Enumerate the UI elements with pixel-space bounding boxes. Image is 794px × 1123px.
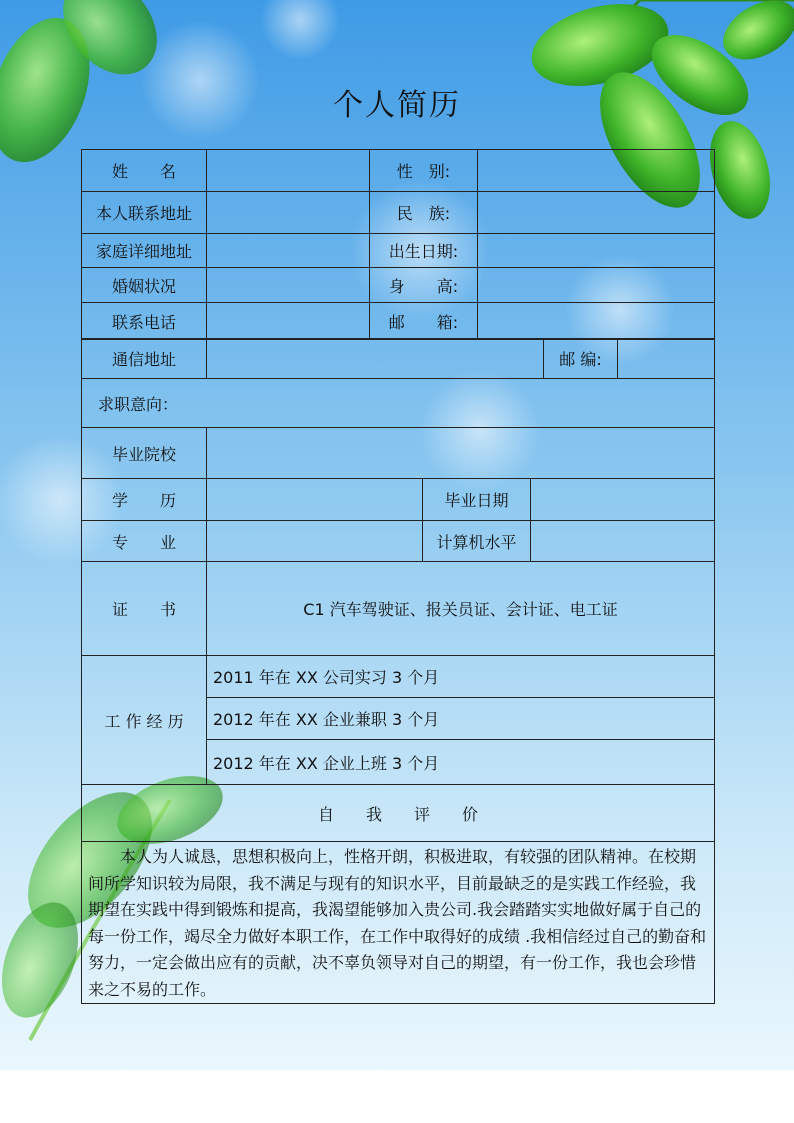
education-label: 学 历 [82,479,207,521]
postcode-label: 邮 编: [544,339,618,379]
experience-table [81,561,715,1004]
mail-address-value[interactable] [207,339,544,379]
job-intent-label[interactable]: 求职意向： [82,379,715,428]
computer-value[interactable] [531,521,715,562]
grad-date-label: 毕业日期 [423,479,531,521]
major-value[interactable] [207,521,423,562]
marital-label: 婚姻状况 [82,268,207,303]
computer-label: 计算机水平 [423,521,531,562]
gender-value[interactable] [478,150,715,192]
gender-label: 性 别: [370,150,478,192]
work-item-3[interactable]: 2012 年在 XX 企业上班 3 个月 [207,740,715,785]
height-label: 身 高: [370,268,478,303]
certificates-label: 证 书 [82,562,207,656]
school-value[interactable] [207,428,715,479]
ethnicity-label: 民 族: [370,192,478,234]
mail-address-label: 通信地址 [82,339,207,379]
education-value[interactable] [207,479,423,521]
phone-value[interactable] [207,303,370,340]
birth-date-value[interactable] [478,234,715,268]
height-value[interactable] [478,268,715,303]
personal-info-table [81,149,715,340]
work-label: 工 作 经 历 [82,656,207,785]
postcode-value[interactable] [618,339,715,379]
intent-table [81,378,715,479]
marital-value[interactable] [207,268,370,303]
mail-address-table [81,338,715,379]
page-title: 个人简历 [333,88,461,123]
education-table [81,478,715,562]
address-label: 本人联系地址 [82,192,207,234]
phone-label: 联系电话 [82,303,207,340]
address-value[interactable] [207,192,370,234]
home-address-label: 家庭详细地址 [82,234,207,268]
ethnicity-value[interactable] [478,192,715,234]
name-value[interactable] [207,150,370,192]
self-eval-label: 自 我 评 价 [82,785,715,842]
birth-date-label: 出生日期: [370,234,478,268]
school-label: 毕业院校 [82,428,207,479]
certificates-value[interactable]: C1 汽车驾驶证、报关员证、会计证、电工证 [207,562,715,656]
name-label: 姓 名 [82,150,207,192]
work-item-1[interactable]: 2011 年在 XX 公司实习 3 个月 [207,656,715,698]
self-eval-text[interactable]: 本人为人诚恳，思想积极向上，性格开朗，积极进取，有较强的团队精神。在校期间所学知识较为局限，我不满足与现有的知识水平，目前最缺乏的是实践工作经验，我期望在实践中得到锻炼和提高，我渴望能够加入贵公司.我会踏踏实实地做好属于自己的每一份工作，竭尽全力做好本职工作，在工作中取得好的成绩 .我相信经过自己的勤奋和努力，一定会做出应有的贡献，决不辜负领导对自己的期望，有一份工作，我也会珍惜来之不易的工作。 [82,842,715,1004]
work-item-2[interactable]: 2012 年在 XX 企业兼职 3 个月 [207,698,715,740]
home-address-value[interactable] [207,234,370,268]
major-label: 专 业 [82,521,207,562]
email-value[interactable] [478,303,715,340]
grad-date-value[interactable] [531,479,715,521]
email-label: 邮 箱: [370,303,478,340]
